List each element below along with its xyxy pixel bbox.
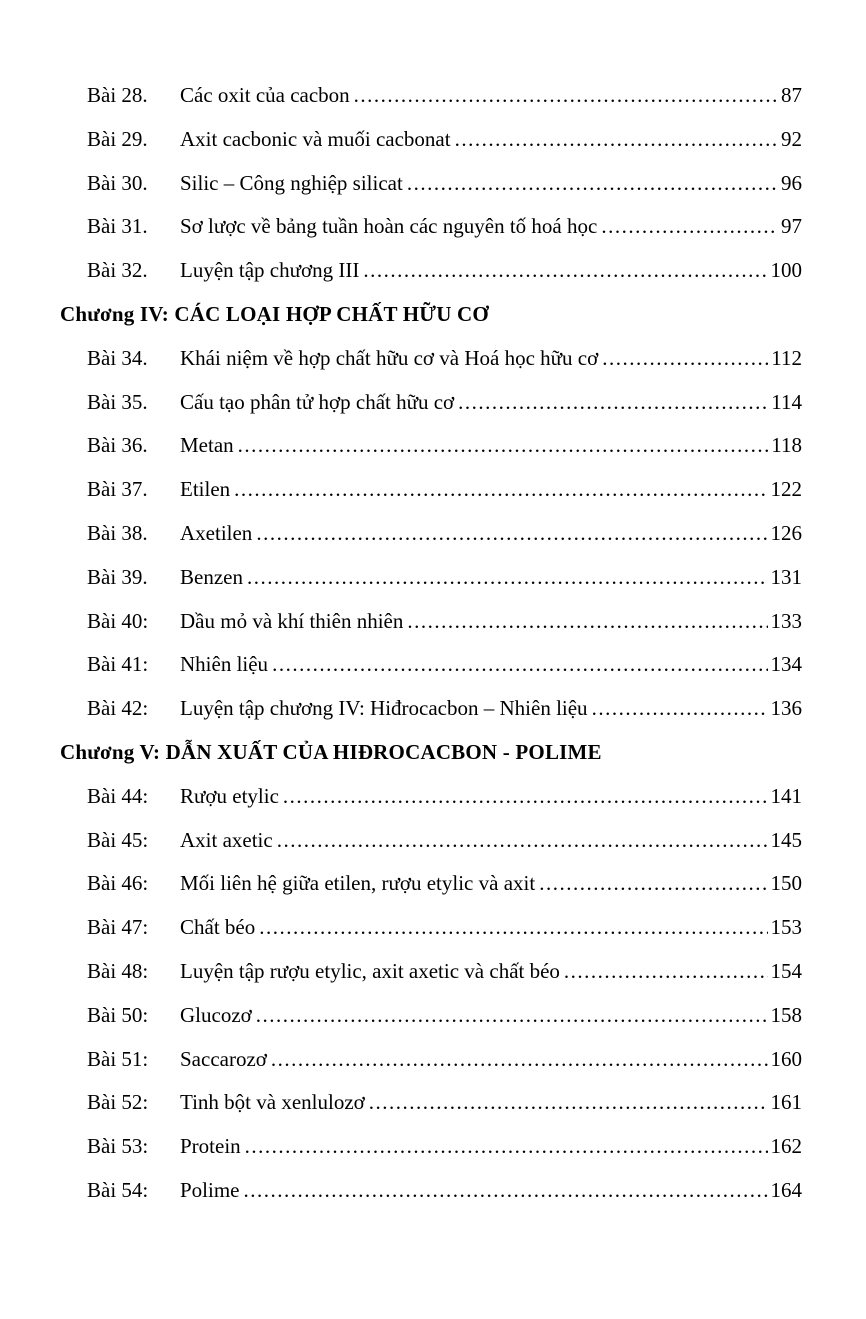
dot-leader (256, 512, 767, 556)
lesson-label: Bài 35. (87, 389, 148, 414)
lesson-label: Bài 38. (87, 520, 148, 545)
page-number: 126 (770, 520, 802, 545)
lesson-title: Benzen (180, 564, 243, 589)
lesson-title: Chất béo (180, 915, 256, 940)
toc-entry (60, 468, 802, 512)
lesson-title: Axit axetic (180, 827, 273, 852)
toc-entry (60, 994, 802, 1038)
lesson-label: Bài 48: (87, 958, 149, 983)
toc-entry (60, 556, 802, 600)
page-number: 131 (770, 564, 802, 589)
page-number: 160 (770, 1046, 802, 1071)
lesson-label: Bài 41: (87, 652, 149, 677)
toc-entry (60, 118, 802, 162)
lesson-title: Axetilen (180, 520, 253, 545)
lesson-label: Bài 47: (87, 915, 149, 940)
toc-entry (60, 1081, 802, 1125)
lesson-title: Metan (180, 433, 234, 458)
lesson-title: Mối liên hệ giữa etilen, rượu etylic và axit (180, 871, 536, 896)
dot-leader (592, 687, 768, 731)
dot-leader (283, 775, 768, 819)
lesson-title: Luyện tập chương III (180, 258, 360, 283)
lesson-title: Rượu etylic (180, 783, 279, 808)
toc-entry (60, 906, 802, 950)
dot-leader (238, 424, 769, 468)
lesson-title: Các oxit của cacbon (180, 83, 350, 107)
dot-leader (271, 1038, 768, 1082)
dot-leader (602, 337, 768, 381)
dot-leader (407, 600, 767, 644)
lesson-title: Luyện tập chương IV: Hiđrocacbon – Nhiên liệu (180, 696, 588, 721)
dot-leader (369, 1081, 768, 1125)
lesson-title: Luyện tập rượu etylic, axit axetic và chất béo (180, 958, 560, 983)
dot-leader (455, 118, 778, 162)
page-number: 134 (770, 652, 802, 677)
dot-leader (539, 862, 767, 906)
toc-entry (60, 1125, 802, 1169)
page-number: 145 (770, 827, 802, 852)
chapter-heading: Chương V: DẪN XUẤT CỦA HIĐROCACBON - POLIME (60, 740, 602, 765)
toc-entry (60, 643, 802, 687)
lesson-label: Bài 29. (87, 126, 148, 151)
lesson-label: Bài 50: (87, 1002, 149, 1027)
toc-entry (60, 162, 802, 206)
page-number: 153 (770, 915, 802, 940)
lesson-label: Bài 36. (87, 433, 148, 458)
lesson-label: Bài 42: (87, 696, 149, 721)
page-number: 87 (781, 83, 802, 107)
lesson-label: Bài 34. (87, 345, 148, 370)
toc-entry (60, 381, 802, 425)
lesson-title: Silic – Công nghiệp silicat (180, 170, 403, 195)
lesson-label: Bài 46: (87, 871, 149, 896)
page-number: 158 (770, 1002, 802, 1027)
page-number: 164 (770, 1177, 802, 1202)
lesson-label: Bài 52: (87, 1090, 149, 1115)
toc-entry (60, 687, 802, 731)
lesson-title: Etilen (180, 477, 231, 502)
toc-entry (60, 1038, 802, 1082)
page-number: 122 (770, 477, 802, 502)
toc-entry (60, 512, 802, 556)
toc-entry (60, 424, 802, 468)
page-number: 97 (781, 214, 802, 239)
dot-leader (272, 643, 767, 687)
lesson-label: Bài 28. (87, 83, 148, 107)
dot-leader (564, 950, 768, 994)
toc-entry (60, 1169, 802, 1213)
page-number: 92 (781, 126, 802, 151)
page-number: 118 (771, 433, 802, 458)
lesson-label: Bài 31. (87, 214, 148, 239)
dot-leader (601, 205, 778, 249)
dot-leader (259, 906, 767, 950)
lesson-label: Bài 51: (87, 1046, 149, 1071)
toc-entry (60, 205, 802, 249)
lesson-label: Bài 40: (87, 608, 149, 633)
page-number: 133 (770, 608, 802, 633)
dot-leader (407, 162, 778, 206)
lesson-label: Bài 39. (87, 564, 148, 589)
toc-entry (60, 74, 802, 118)
lesson-label: Bài 32. (87, 258, 148, 283)
dot-leader (234, 468, 767, 512)
page-number: 100 (770, 258, 802, 283)
lesson-title: Sơ lược về bảng tuần hoàn các nguyên tố hoá học (180, 214, 598, 239)
dot-leader (277, 819, 768, 863)
lesson-title: Glucozơ (180, 1002, 252, 1027)
lesson-title: Axit cacbonic và muối cacbonat (180, 126, 451, 151)
dot-leader (363, 249, 767, 293)
page-number: 154 (770, 958, 802, 983)
toc-entry (60, 337, 802, 381)
lesson-title: Tinh bột và xenlulozơ (180, 1090, 365, 1115)
dot-leader (245, 1125, 768, 1169)
toc-entry (60, 819, 802, 863)
toc-entry (60, 775, 802, 819)
page-number: 141 (770, 783, 802, 808)
lesson-title: Cấu tạo phân tử hợp chất hữu cơ (180, 389, 455, 414)
lesson-label: Bài 37. (87, 477, 148, 502)
toc-entry (60, 600, 802, 644)
chapter-heading: Chương IV: CÁC LOẠI HỢP CHẤT HỮU CƠ (60, 302, 489, 327)
toc-entry (60, 950, 802, 994)
lesson-title: Polime (180, 1177, 240, 1202)
lesson-title: Nhiên liệu (180, 652, 269, 677)
lesson-label: Bài 44: (87, 783, 149, 808)
dot-leader (458, 381, 768, 425)
toc-entry (60, 862, 802, 906)
lesson-label: Bài 30. (87, 170, 148, 195)
dot-leader (256, 994, 768, 1038)
toc-entry (60, 249, 802, 293)
lesson-title: Khái niệm về hợp chất hữu cơ và Hoá học hữu cơ (180, 345, 599, 370)
lesson-label: Bài 45: (87, 827, 149, 852)
page-number: 112 (771, 345, 802, 370)
page-number: 96 (781, 170, 802, 195)
page-number: 136 (770, 696, 802, 721)
lesson-label: Bài 53: (87, 1134, 149, 1159)
dot-leader (244, 1169, 768, 1213)
lesson-title: Dầu mỏ và khí thiên nhiên (180, 608, 404, 633)
dot-leader (354, 74, 778, 118)
dot-leader (247, 556, 768, 600)
page-number: 161 (770, 1090, 802, 1115)
lesson-title: Saccarozơ (180, 1046, 267, 1071)
page-number: 162 (770, 1134, 802, 1159)
lesson-title: Protein (180, 1134, 241, 1159)
page-number: 150 (770, 871, 802, 896)
page-number: 114 (771, 389, 802, 414)
table-of-contents (60, 74, 802, 1213)
lesson-label: Bài 54: (87, 1177, 149, 1202)
